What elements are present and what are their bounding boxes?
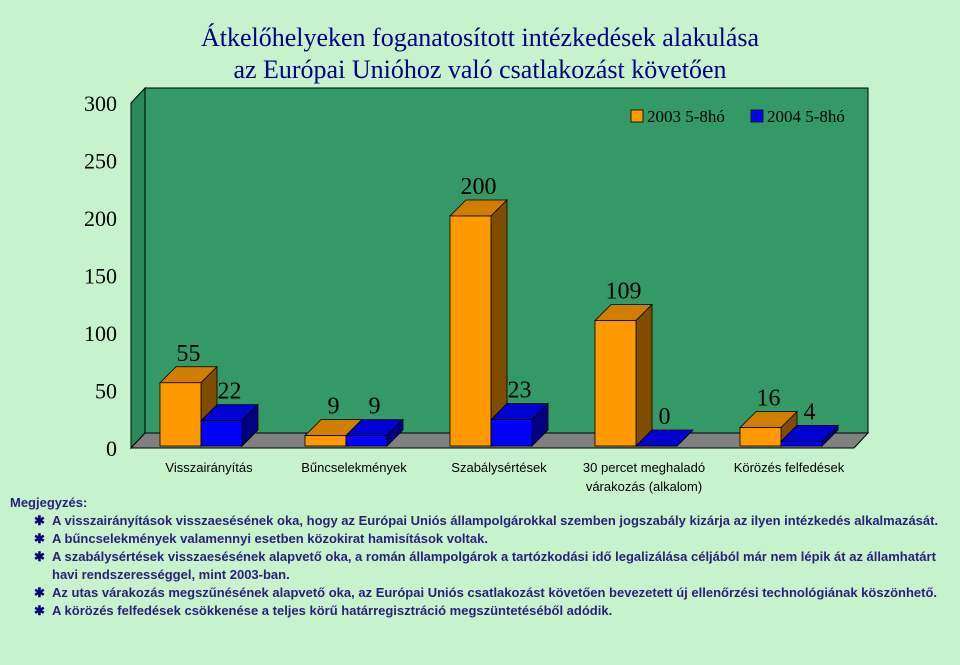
note-item xyxy=(34,530,950,548)
asterisk-bullet-icon: ✱ xyxy=(34,513,45,528)
x-category-label: Szabálysértések xyxy=(451,460,547,475)
bar-front-face xyxy=(740,428,781,446)
legend-label: 2004 5-8hó xyxy=(767,107,845,126)
y-tick-label: 100 xyxy=(84,321,117,346)
bar-front-face xyxy=(781,441,822,446)
x-category-label: Visszairányítás xyxy=(165,460,253,475)
asterisk-bullet-icon: ✱ xyxy=(34,531,45,546)
y-axis xyxy=(84,91,117,461)
y-tick-label: 300 xyxy=(84,91,117,116)
data-label-series-1: 9 xyxy=(327,393,340,420)
y-tick-label: 200 xyxy=(84,206,117,231)
asterisk-bullet-icon: ✱ xyxy=(34,603,45,618)
note-item xyxy=(34,548,950,584)
data-label-series-2: 22 xyxy=(217,378,242,405)
note-text: A visszairányítások visszaesésének oka, hogy az Európai Uniós állampolgárokkal szemben jogszabály kizárja az ilyen intézkedés alkalmazását. xyxy=(52,513,939,528)
x-category-label: Bűncselekmények xyxy=(301,460,407,475)
data-label-series-2: 9 xyxy=(368,393,381,420)
data-label-series-1: 109 xyxy=(605,278,642,305)
bar xyxy=(595,305,652,446)
asterisk-bullet-icon: ✱ xyxy=(34,549,45,564)
data-label-series-2: 0 xyxy=(658,404,671,430)
data-label-series-1: 55 xyxy=(176,340,201,367)
note-item xyxy=(34,602,950,620)
data-label-series-2: 23 xyxy=(507,377,532,404)
bar-front-face xyxy=(346,436,387,446)
bar-front-face xyxy=(491,420,532,446)
bar-front-face xyxy=(201,421,242,446)
notes-list xyxy=(10,512,950,620)
x-axis xyxy=(165,460,844,494)
chart-title-line-1: Átkelőhelyeken foganatosított intézkedések alakulása xyxy=(200,23,760,52)
note-item xyxy=(34,584,950,602)
data-label-series-2: 4 xyxy=(803,399,816,426)
bar-side-face xyxy=(636,305,652,446)
legend-label: 2003 5-8hó xyxy=(647,107,725,126)
y-tick-label: 150 xyxy=(84,263,117,289)
data-label-series-1: 200 xyxy=(460,174,497,200)
legend-swatch xyxy=(631,110,643,122)
y-tick-label: 50 xyxy=(95,378,117,404)
asterisk-bullet-icon: ✱ xyxy=(34,585,45,600)
note-item xyxy=(34,512,950,530)
notes-heading: Megjegyzés: xyxy=(10,495,88,510)
bar-front-face xyxy=(450,216,491,446)
data-label-series-1: 16 xyxy=(756,385,781,412)
bar xyxy=(450,200,507,446)
chart-title-line-2: az Európai Unióhoz való csatlakozást követően xyxy=(233,55,727,84)
note-text: Az utas várakozás megszűnésének alapvető oka, az Európai Uniós csatlakozást követően bevezetett új ellenőrzési technológiának köszönhető. xyxy=(52,585,938,600)
notes xyxy=(10,494,950,620)
x-category-label: Körözés felfedések xyxy=(733,460,845,475)
bar-front-face xyxy=(595,321,636,446)
plot-side-wall xyxy=(131,88,145,448)
legend-swatch xyxy=(751,110,763,122)
note-text: A bűncselekmények valamennyi esetben közokirat hamisítások voltak. xyxy=(52,531,488,546)
y-tick-label: 250 xyxy=(84,148,117,174)
x-category-label: várakozás (alkalom) xyxy=(585,479,703,494)
note-text: A körözés felfedések csökkenése a teljes körű határregisztráció megszüntetéséből adódik. xyxy=(52,603,613,618)
bar-front-face xyxy=(160,383,201,446)
bar-front-face xyxy=(305,436,346,446)
note-text: A szabálysértések visszaesésének alapvető oka, a román állampolgárok a tartózkodási idő legalizálása céljából már nem lépik át az államhatárt havi rendszerességgel, mint 2003-ban. xyxy=(52,549,936,582)
x-category-label: 30 percet meghaladó xyxy=(582,460,706,475)
y-tick-label: 0 xyxy=(106,436,117,461)
